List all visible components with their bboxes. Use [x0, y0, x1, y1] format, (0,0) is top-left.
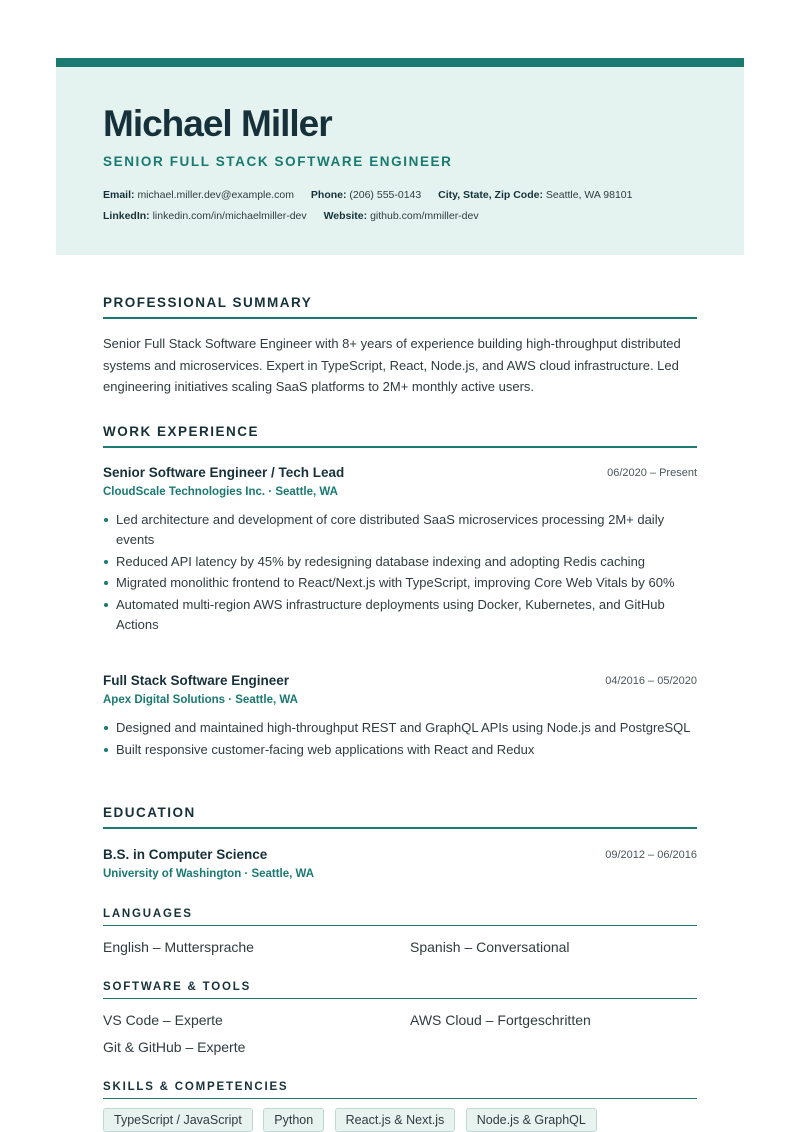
experience-heading: WORK EXPERIENCE	[103, 424, 697, 448]
education-dates: 09/2012 – 06/2016	[605, 849, 697, 861]
job-title-headline: SENIOR FULL STACK SOFTWARE ENGINEER	[103, 154, 453, 169]
tools-heading: SOFTWARE & TOOLS	[103, 981, 697, 999]
job-1-bullets	[103, 510, 697, 636]
job-1-dates: 06/2020 – Present	[607, 467, 697, 479]
list-item: Migrated monolithic frontend to React/Next.js with TypeScript, improving Core Web Vitals by 60%	[103, 573, 697, 593]
languages-heading: LANGUAGES	[103, 908, 697, 926]
resume-header	[56, 67, 744, 255]
summary-text: Senior Full Stack Software Engineer with 8+ years of experience building high-throughput distributed systems and microservices. Expert in TypeScript, React, Node.js, and AWS cloud infrastructure. Led engineering initiatives scaling SaaS platforms to 2M+ monthly active users.	[103, 336, 681, 394]
education-heading: EDUCATION	[103, 805, 697, 829]
job-1-company: CloudScale Technologies Inc. · Seattle, WA	[103, 486, 338, 498]
education-school: University of Washington · Seattle, WA	[103, 868, 315, 880]
summary-heading: PROFESSIONAL SUMMARY	[103, 295, 697, 319]
tool-item: AWS Cloud – Fortgeschritten	[410, 1012, 591, 1028]
job-2-company: Apex Digital Solutions · Seattle, WA	[103, 694, 298, 706]
list-item: Designed and maintained high-throughput REST and GraphQL APIs using Node.js and PostgreSQL	[103, 718, 697, 738]
skill-chip: TypeScript / JavaScript	[103, 1108, 253, 1132]
contact-email: Email: michael.miller.dev@example.com	[103, 189, 294, 201]
language-item: English – Muttersprache	[103, 939, 254, 955]
tool-item: VS Code – Experte	[103, 1012, 223, 1028]
contact-website: Website: github.com/mmiller-dev	[323, 210, 479, 222]
list-item: Led architecture and development of core distributed SaaS microservices processing 2M+ daily events	[103, 510, 697, 550]
tool-item: Git & GitHub – Experte	[103, 1039, 246, 1055]
list-item: Built responsive customer-facing web applications with React and Redux	[103, 740, 697, 760]
job-2-dates: 04/2016 – 05/2020	[605, 675, 697, 687]
list-item: Automated multi-region AWS infrastructure deployments using Docker, Kubernetes, and GitHub Actions	[103, 595, 697, 635]
job-2-bullets	[103, 718, 697, 761]
header-accent-bar	[56, 58, 744, 67]
job-1-title: Senior Software Engineer / Tech Lead	[103, 465, 345, 480]
skills-chip-list	[103, 1108, 603, 1132]
job-2-title: Full Stack Software Engineer	[103, 673, 290, 688]
skills-heading: SKILLS & COMPETENCIES	[103, 1081, 697, 1099]
skill-chip: Node.js & GraphQL	[466, 1108, 597, 1132]
list-item: Reduced API latency by 45% by redesigning database indexing and adopting Redis caching	[103, 552, 697, 572]
contact-linkedin: LinkedIn: linkedin.com/in/michaelmiller-dev	[103, 210, 307, 222]
candidate-name: Michael Miller	[103, 103, 332, 144]
contact-row-2	[103, 210, 493, 222]
education-degree: B.S. in Computer Science	[103, 847, 268, 862]
skill-chip: React.js & Next.js	[335, 1108, 456, 1132]
contact-location: City, State, Zip Code: Seattle, WA 98101	[438, 189, 633, 201]
skill-chip: Python	[263, 1108, 324, 1132]
contact-phone: Phone: (206) 555-0143	[310, 189, 422, 201]
contact-row-1	[103, 189, 646, 201]
language-item: Spanish – Conversational	[410, 939, 570, 955]
